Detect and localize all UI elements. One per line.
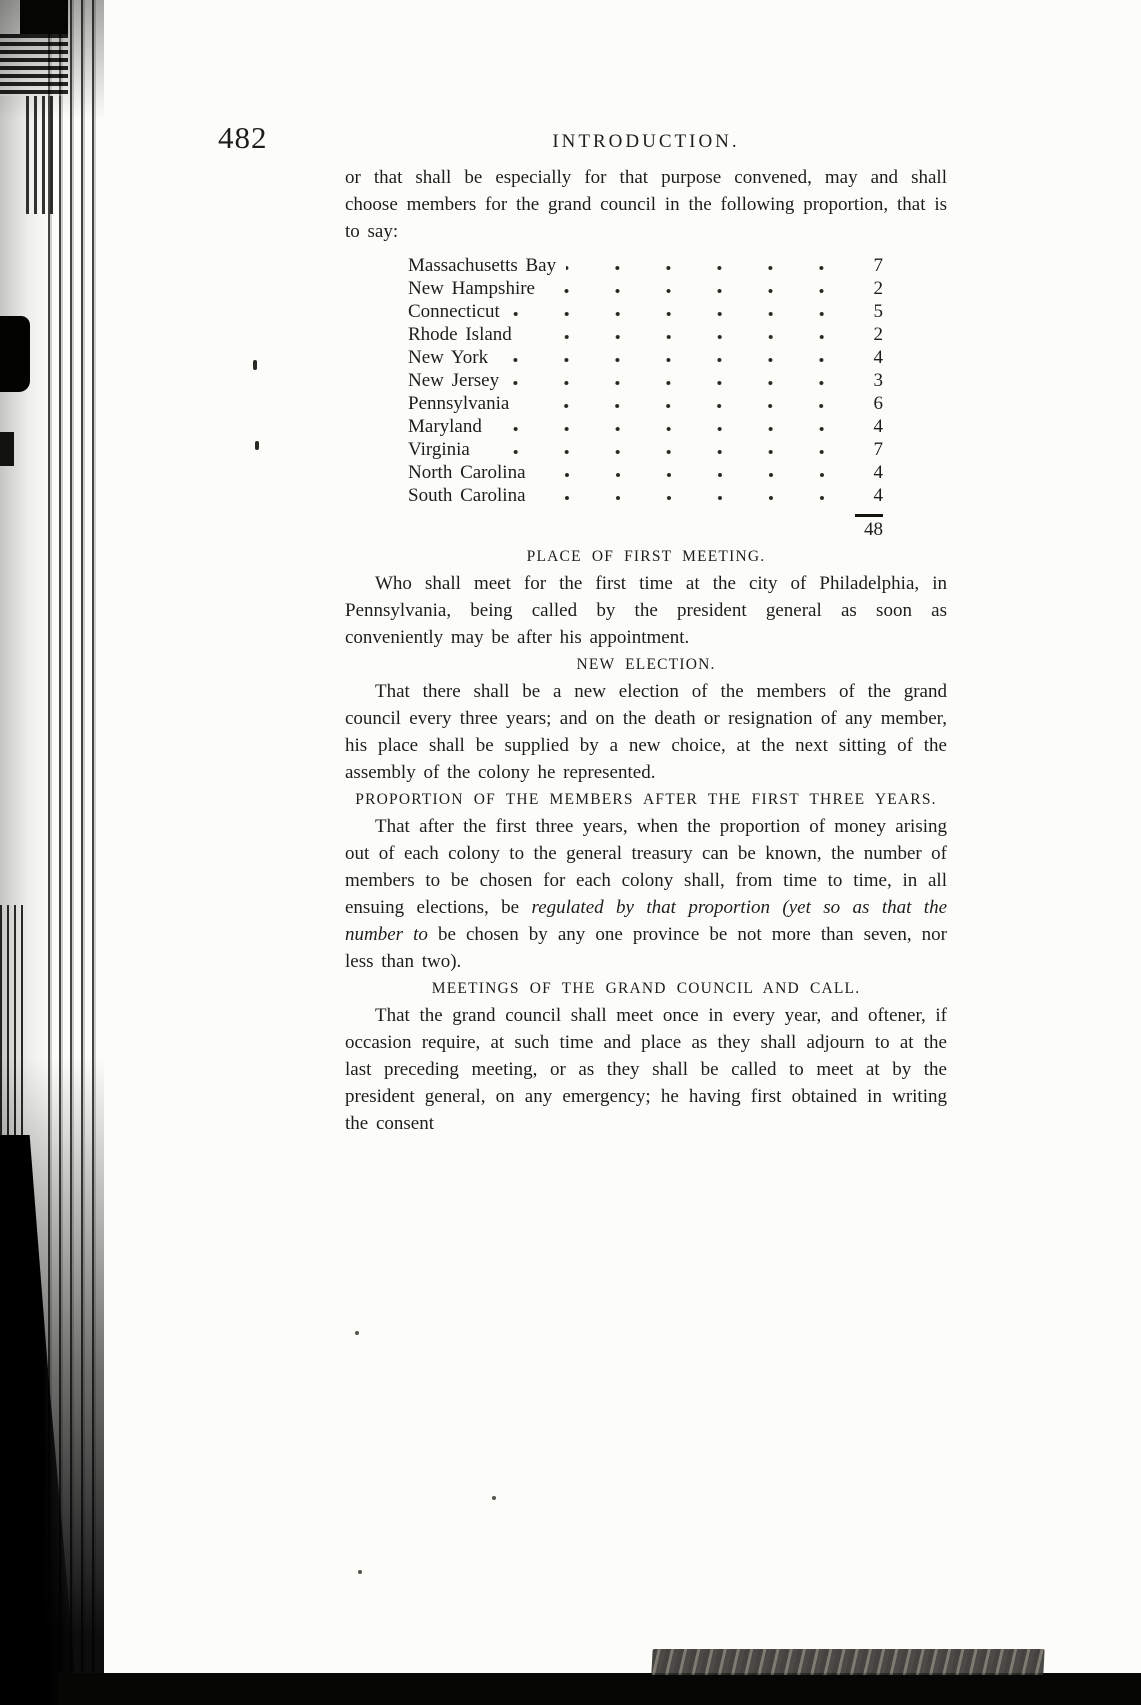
text-column bbox=[345, 164, 947, 1137]
scan-artifact-lines bbox=[0, 905, 26, 1155]
colony-name: Massachusetts Bay bbox=[408, 255, 557, 276]
scan-artifact-bottom-mass bbox=[0, 1135, 78, 1705]
dot-leader bbox=[566, 254, 851, 277]
dot-leader bbox=[480, 438, 851, 461]
member-count: 4 bbox=[873, 485, 883, 506]
colony-name: Rhode Island bbox=[408, 324, 512, 345]
member-count: 5 bbox=[873, 301, 883, 322]
section-paragraph: That the grand council shall meet once in every year, and oftener, if occasion require, at such time and place as they shall adjourn to at the last preceding meeting, or as they shall be called to meet at by the president general, on any emergency; he having first obtained in writing the consent bbox=[345, 1005, 947, 1134]
section-paragraph: That there shall be a new election of the members of the grand council every three years; and on the death or resignation of any member, his place shall be supplied by a new choice, at the next sitting of the assembly of the colony he represented. bbox=[345, 681, 947, 783]
dot-leader bbox=[492, 415, 851, 438]
section-paragraph bbox=[345, 813, 947, 975]
intro-paragraph: or that shall be especially for that purpose convened, may and shall choose members for the grand council in the following proportion, that is to say: bbox=[345, 167, 947, 242]
colony-name: Connecticut bbox=[408, 301, 500, 322]
dot-leader bbox=[510, 300, 851, 323]
member-count: 4 bbox=[873, 416, 883, 437]
colony-name: Virginia bbox=[408, 439, 470, 460]
table-row bbox=[408, 346, 883, 369]
section-paragraph: Who shall meet for the first time at the city of Philadelphia, in Pennsylvania, being called by the president general as soon as conveniently may be after his appointment. bbox=[345, 573, 947, 648]
dot-leader bbox=[545, 277, 851, 300]
table-row bbox=[408, 484, 883, 507]
table-row bbox=[408, 300, 883, 323]
section-heading: NEW ELECTION. bbox=[576, 656, 716, 673]
colony-name: Pennsylvania bbox=[408, 393, 510, 414]
colony-name: Maryland bbox=[408, 416, 482, 437]
member-count: 4 bbox=[873, 347, 883, 368]
dot-leader bbox=[536, 461, 851, 484]
colony-name: New York bbox=[408, 347, 489, 368]
scan-speck bbox=[253, 360, 257, 370]
paragraph-text: That after the first three years, when the proportion of money arising out of each colony to the general treasury can be known, the number of members to be chosen for each colony shall, from time to time, in all ensuing elections, be bbox=[345, 816, 947, 918]
dot-leader bbox=[522, 323, 851, 346]
scan-bottom-texture bbox=[651, 1649, 1044, 1675]
scan-speck bbox=[358, 1570, 362, 1574]
scan-artifact-blob bbox=[0, 316, 30, 392]
table-row bbox=[408, 254, 883, 277]
colony-name: South Carolina bbox=[408, 485, 526, 506]
dot-leader bbox=[519, 392, 851, 415]
scan-binding-lines bbox=[48, 0, 102, 1705]
scan-artifact-top-hatch bbox=[0, 34, 68, 96]
scan-speck bbox=[255, 441, 259, 450]
colony-name: North Carolina bbox=[408, 462, 526, 483]
table-row bbox=[408, 277, 883, 300]
table-row bbox=[408, 323, 883, 346]
colony-name: New Jersey bbox=[408, 370, 500, 391]
member-count: 4 bbox=[873, 462, 883, 483]
colony-name: New Hampshire bbox=[408, 278, 535, 299]
dot-leader bbox=[536, 484, 851, 507]
scan-speck bbox=[492, 1496, 496, 1500]
member-count: 3 bbox=[873, 370, 883, 391]
total-row bbox=[408, 517, 883, 543]
table-row bbox=[408, 415, 883, 438]
paragraph-text: be chosen by any one province be not more than seven, nor less than two). bbox=[345, 924, 948, 972]
member-count: 2 bbox=[873, 324, 883, 345]
scan-edge-smudge bbox=[0, 0, 50, 1705]
member-count: 6 bbox=[873, 393, 883, 414]
section-heading: PROPORTION OF THE MEMBERS AFTER THE FIRST THREE YEARS. bbox=[355, 791, 937, 808]
running-head: INTRODUCTION. bbox=[552, 131, 740, 152]
scan-artifact-blob bbox=[0, 432, 14, 466]
member-count: 2 bbox=[873, 278, 883, 299]
table-row bbox=[408, 392, 883, 415]
dot-leader bbox=[509, 369, 851, 392]
section-heading: PLACE OF FIRST MEETING. bbox=[526, 548, 766, 565]
scan-edge-shading bbox=[0, 0, 104, 1705]
member-count: 7 bbox=[873, 255, 883, 276]
dot-leader bbox=[498, 346, 851, 369]
table-row bbox=[408, 369, 883, 392]
member-count: 7 bbox=[873, 439, 883, 460]
scan-bottom-bar bbox=[58, 1673, 1141, 1705]
scan-artifact-top-streaks bbox=[26, 96, 54, 214]
scan-artifact-top-block bbox=[20, 0, 68, 34]
page-number: 482 bbox=[218, 120, 268, 155]
table-row bbox=[408, 438, 883, 461]
table-row bbox=[408, 461, 883, 484]
scan-speck bbox=[355, 1331, 359, 1335]
total-value: 48 bbox=[864, 519, 883, 540]
apportionment-table bbox=[408, 254, 883, 543]
paragraph-text-italic: regulated by that proportion (yet so as that the number to bbox=[345, 897, 947, 945]
section-heading: MEETINGS OF THE GRAND COUNCIL AND CALL. bbox=[431, 980, 861, 997]
